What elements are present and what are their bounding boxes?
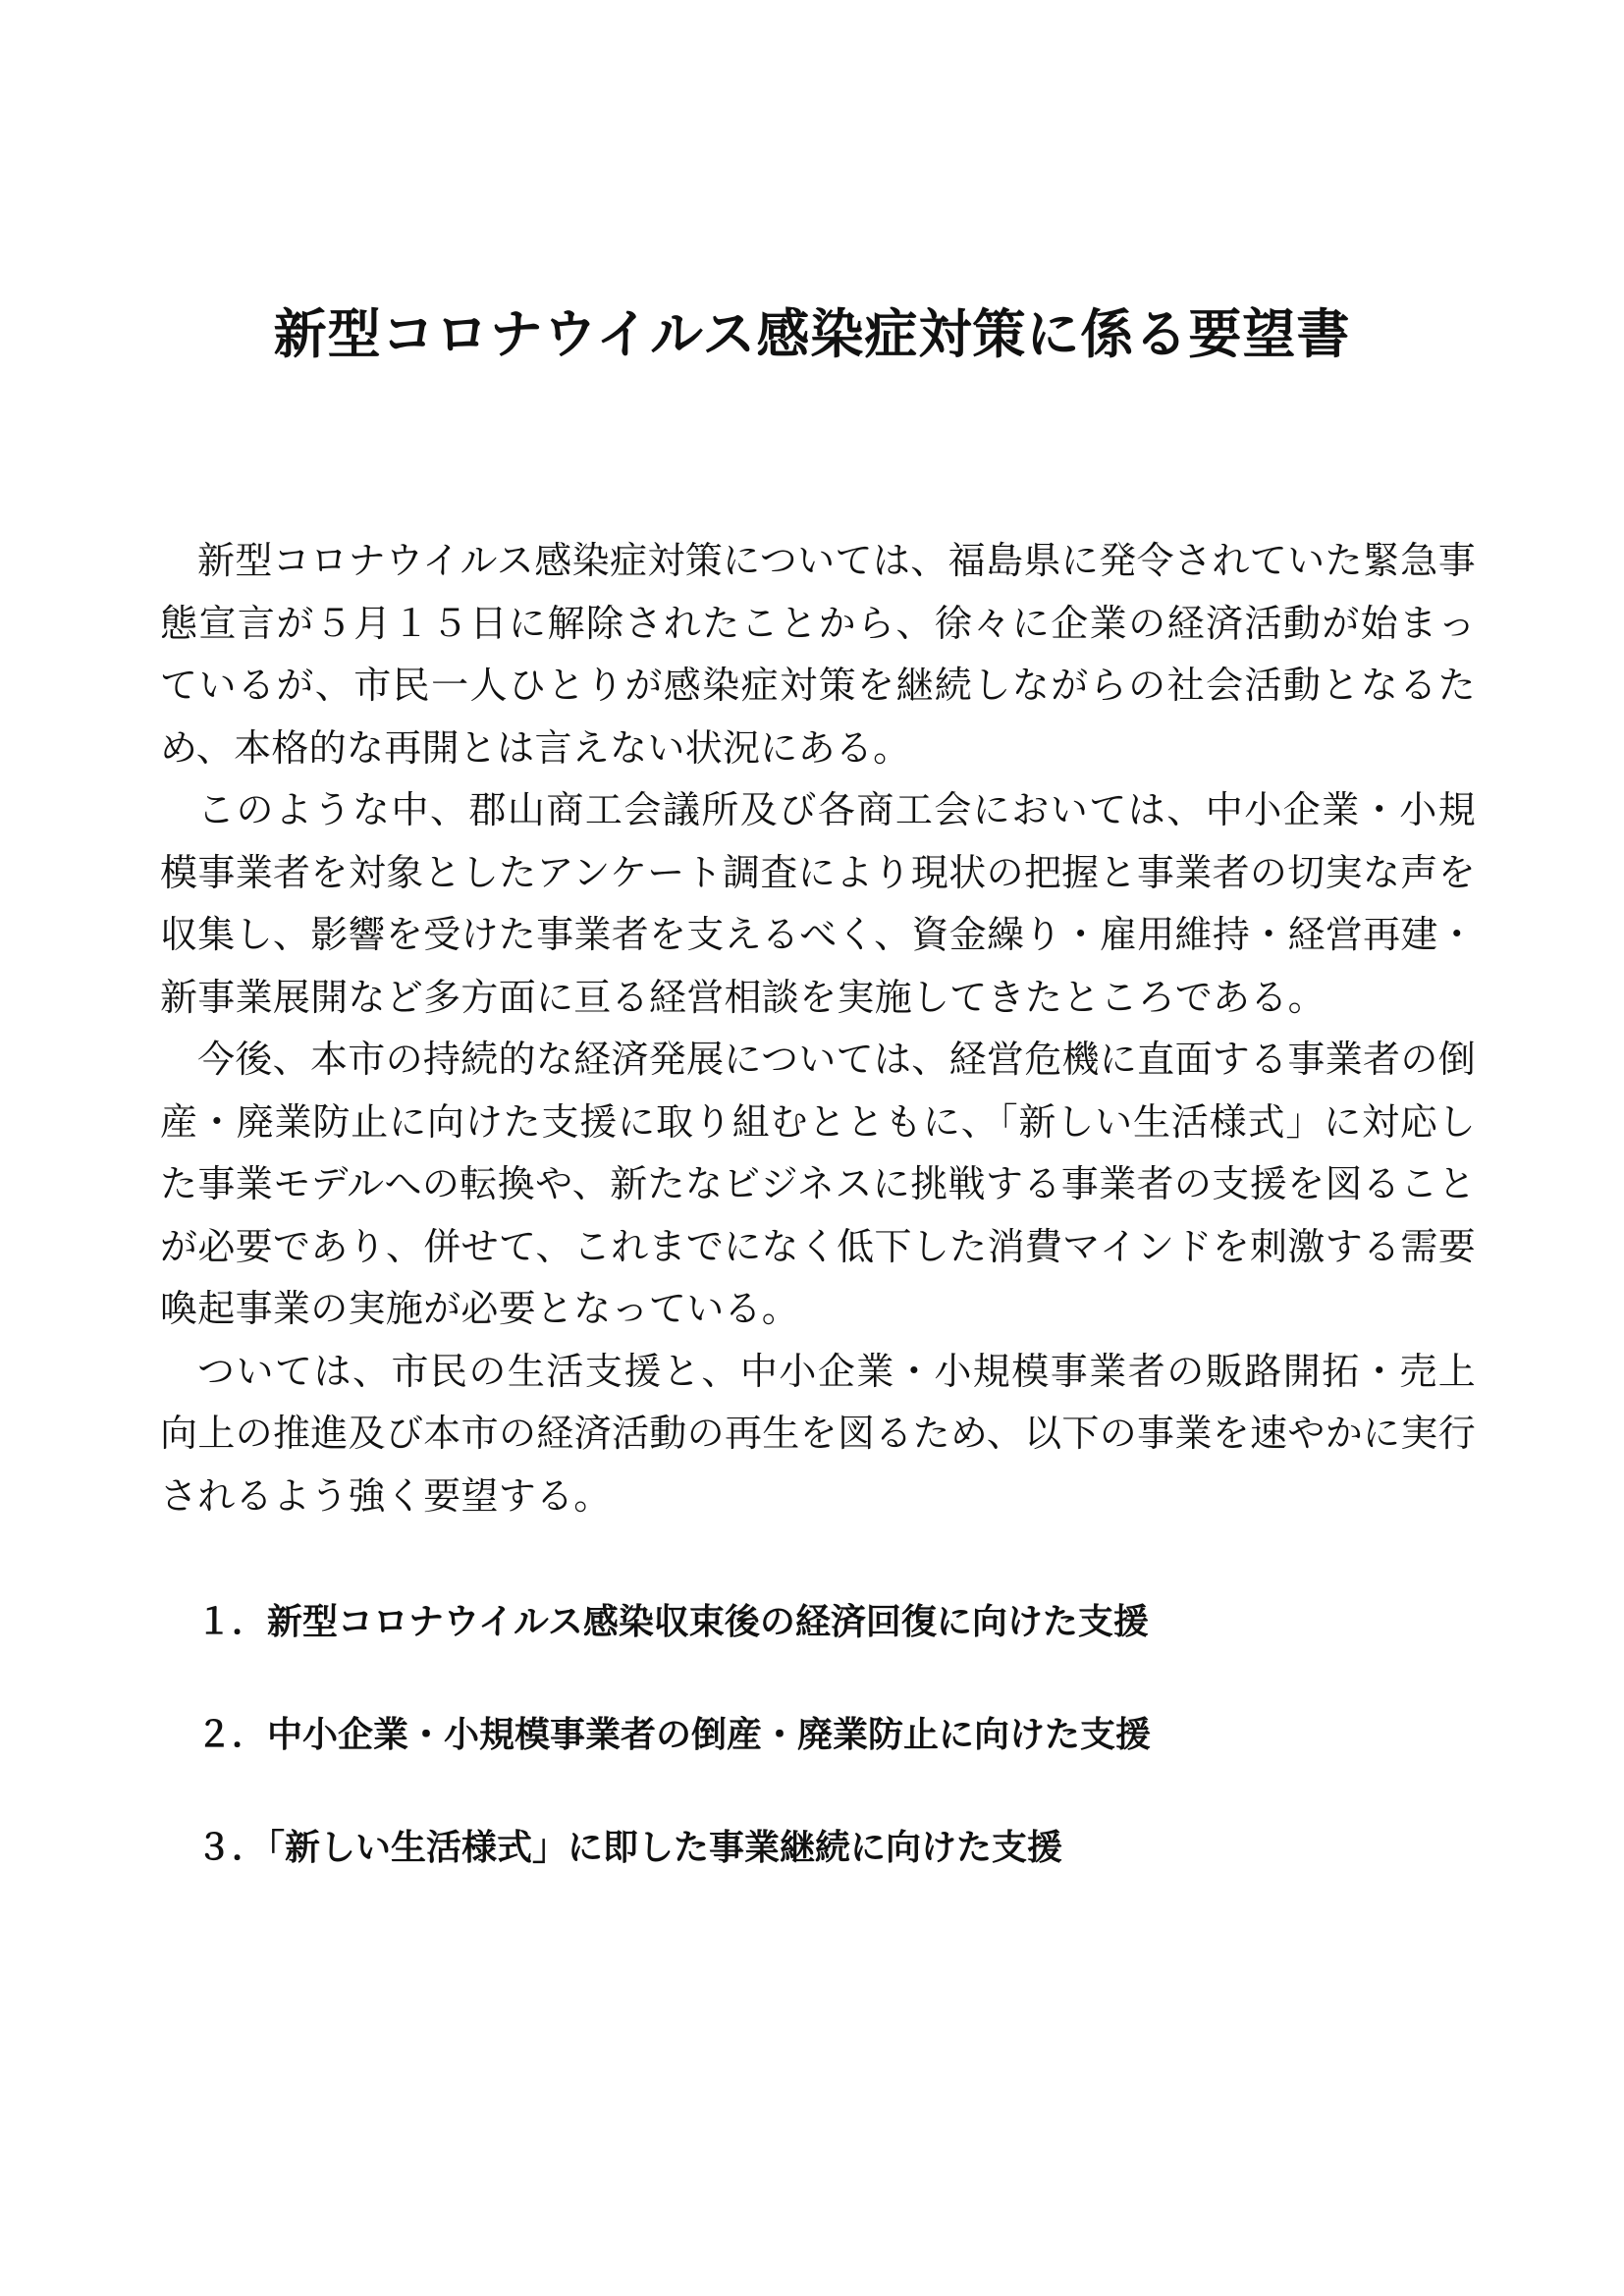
request-items-list xyxy=(196,1600,1492,1938)
request-item-3: ３．「新しい生活様式」に即した事業継続に向けた支援 xyxy=(196,1827,1063,1868)
document-body xyxy=(160,530,1476,1527)
request-item-2: ２．中小企業・小規模事業者の倒産・廃業防止に向けた支援 xyxy=(196,1714,1152,1755)
request-item-1: １．新型コロナウイルス感染収束後の経済回復に向けた支援 xyxy=(196,1602,1149,1642)
paragraph-4: ついては、市民の生活支援と、中小企業・小規模事業者の販路開拓・売上向上の推進及び本市の経済活動の再生を図るため、以下の事業を速やかに実行されるよう強く要望する。 xyxy=(160,1349,1476,1518)
paragraph-2: このような中、郡山商工会議所及び各商工会においては、中小企業・小規模事業者を対象としたアンケート調査により現状の把握と事業者の切実な声を収集し、影響を受けた事業者を支えるべく、資金繰り・雇用維持・経営再建・新事業展開など多方面に亘る経営相談を実施してきたところである。 xyxy=(160,788,1476,1019)
paragraph-3: 今後、本市の持続的な経済発展については、経営危機に直面する事業者の倒産・廃業防止に向けた支援に取り組むとともに、「新しい生活様式」に対応した事業モデルへの転換や、新たなビジネスに挑戦する事業者の支援を図ることが必要であり、併せて、これまでになく低下した消費マインドを刺激する需要喚起事業の実施が必要となっている。 xyxy=(160,1038,1476,1330)
document-title: 新型コロナウイルス感染症対策に係る要望書 xyxy=(273,302,1351,365)
paragraph-1: 新型コロナウイルス感染症対策については、福島県に発令されていた緊急事態宣言が５月１５日に解除されたことから、徐々に企業の経済活動が始まっているが、市民一人ひとりが感染症対策を継続しながらの社会活動となるため、本格的な再開とは言えない状況にある。 xyxy=(160,539,1476,770)
